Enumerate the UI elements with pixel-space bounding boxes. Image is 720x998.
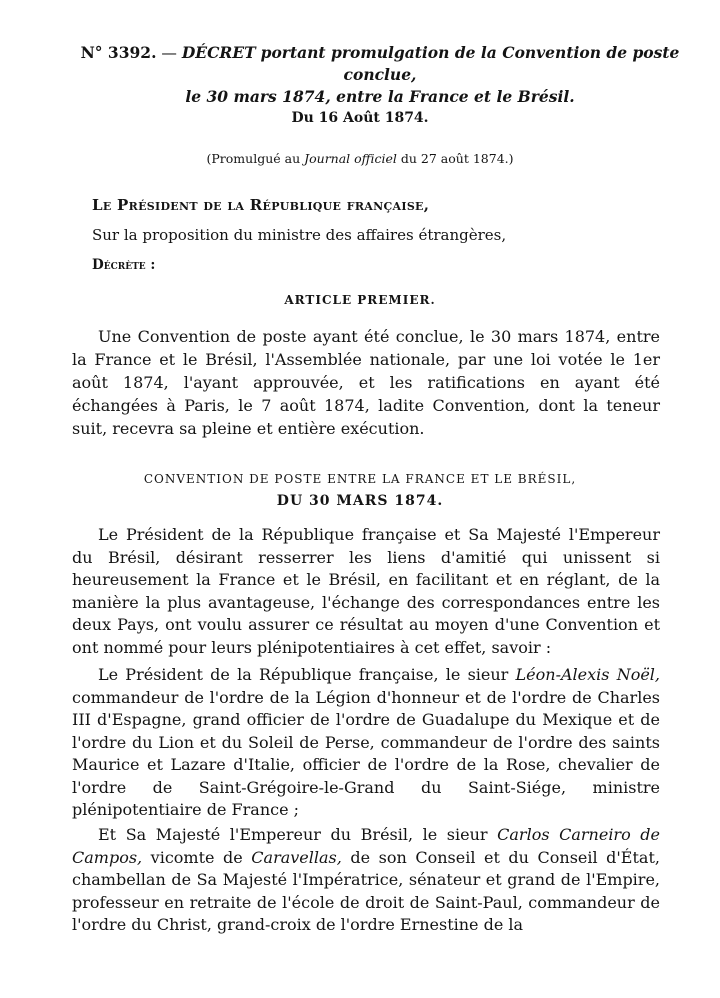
decree-title-line-2: le 30 mars 1874, entre la France et le Brésil. bbox=[185, 87, 575, 106]
decree-number: N° 3392. bbox=[80, 43, 157, 62]
brazil-plenipotentiary-paragraph bbox=[72, 824, 660, 937]
convention-heading-line-2: DU 30 MARS 1874. bbox=[276, 493, 444, 509]
intro-text: Le Président de la République française et Sa Majesté l'Empereur du Brésil, désirant resserrer les liens d'amitié qui unissent si heureusement la France et le Brésil, en facilitant et en réglant, de la manière la plus avantageuse, l'échange des correspondances entre les deux Pays, ont voulu assurer ce résultat au moyen d'une Convention et ont nommé pour leurs plénipotentiaires à cet effet, savoir : bbox=[72, 525, 660, 657]
proposition-line: Sur la proposition du ministre des affaires étrangères, bbox=[92, 226, 507, 244]
brazil-text bbox=[72, 824, 660, 937]
decrete-line: Décrète : bbox=[92, 257, 156, 273]
president-line: Le Président de la République française, bbox=[92, 196, 430, 214]
decree-title-line-1 bbox=[70, 42, 690, 86]
brazil-title: Caravellas, bbox=[251, 847, 342, 867]
promulgation-suffix: du 27 août 1874.) bbox=[400, 151, 514, 166]
article-paragraph bbox=[72, 325, 660, 440]
brazil-after: de son Conseil et du Conseil d'État, chambellan de Sa Majesté l'Impératrice, sénateur et grand de l'Empire, professeur en retraite de l'école de droit de Saint-Paul, commandeur de l'ordre du Christ, grand-croix de l'ordre Ernestine de la bbox=[72, 847, 660, 934]
decree-date: Du 16 Août 1874. bbox=[291, 110, 429, 126]
brazil-mid: vicomte de bbox=[150, 847, 243, 867]
convention-heading-line-1: CONVENTION DE POSTE ENTRE LA FRANCE ET LE BRÉSIL, bbox=[143, 472, 577, 486]
intro-paragraph bbox=[72, 524, 660, 659]
convention-heading bbox=[0, 468, 720, 512]
france-after: commandeur de l'ordre de la Légion d'honneur et de l'ordre de Charles III d'Espagne, grand officier de l'ordre de Guadalupe du Mexique et de l'ordre du Lion et du Soleil de Perse, commandeur de l'ordre des saints Maurice et Lazare d'Italie, officier de l'ordre de la Rose, chevalier de l'ordre de Saint-Grégoire-le-Grand du Saint-Siége, ministre plénipotentiaire de France ; bbox=[72, 687, 660, 819]
article-heading: ARTICLE PREMIER. bbox=[284, 293, 436, 307]
title-dash: — bbox=[161, 44, 177, 62]
france-before: Le Président de la République française, le sieur bbox=[98, 665, 509, 684]
journal-name: Journal officiel bbox=[304, 151, 397, 166]
decree-word: DÉCRET bbox=[181, 43, 256, 62]
france-text bbox=[72, 664, 660, 822]
article-text: Une Convention de poste ayant été conclue, le 30 mars 1874, entre la France et le Brésil, l'Assemblée nationale, par une loi votée le 1er août 1874, l'ayant approuvée, et les ratifications en ayant été échangées à Paris, le 7 août 1874, ladite Convention, dont la teneur suit, recevra sa pleine et entière exécution. bbox=[72, 327, 660, 438]
decree-header bbox=[70, 42, 690, 107]
brazil-before: Et Sa Majesté l'Empereur du Brésil, le sieur bbox=[98, 825, 488, 844]
france-plenipotentiary-paragraph bbox=[72, 664, 660, 822]
promulgation-note bbox=[0, 151, 720, 166]
promulgation-prefix: (Promulgué au bbox=[206, 151, 301, 166]
decree-title: portant promulgation de la Convention de poste conclue, bbox=[260, 43, 680, 84]
france-name: Léon-Alexis Noël, bbox=[515, 665, 660, 684]
brazil-name: Carlos Carneiro de Campos, bbox=[72, 825, 660, 867]
